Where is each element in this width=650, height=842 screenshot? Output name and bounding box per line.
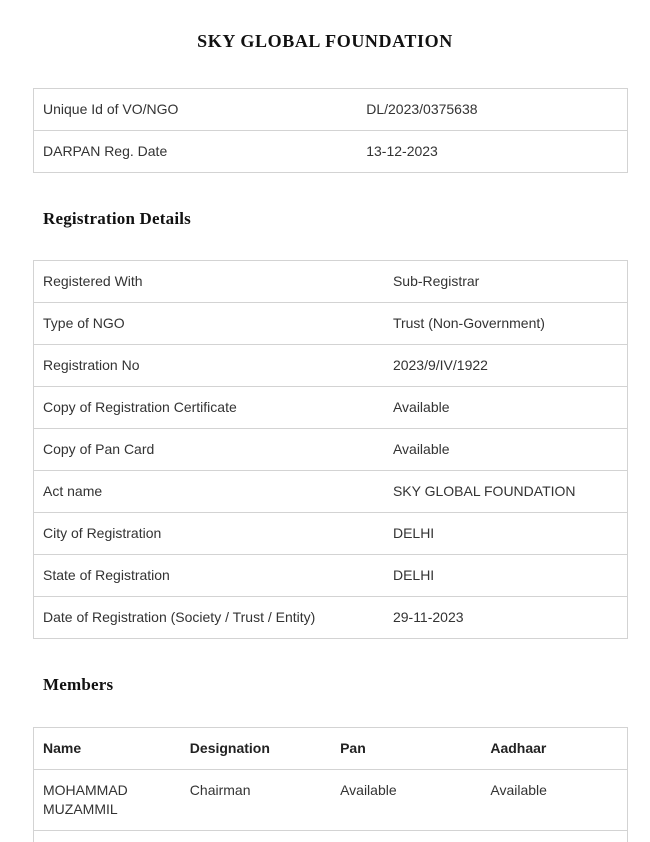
field-label: Date of Registration (Society / Trust / Entity) xyxy=(34,597,384,639)
table-row xyxy=(34,471,628,513)
field-value: SKY GLOBAL FOUNDATION xyxy=(384,471,628,513)
table-header-row xyxy=(34,728,628,770)
field-label: Copy of Pan Card xyxy=(34,429,384,471)
table-row xyxy=(34,387,628,429)
field-value: 13-12-2023 xyxy=(357,131,627,173)
member-designation: Chairman xyxy=(181,770,331,831)
field-value: 2023/9/IV/1922 xyxy=(384,345,628,387)
field-label: Type of NGO xyxy=(34,303,384,345)
table-row xyxy=(34,131,628,173)
field-label: Registration No xyxy=(34,345,384,387)
field-value: DELHI xyxy=(384,513,628,555)
field-label: State of Registration xyxy=(34,555,384,597)
registration-details-table xyxy=(33,260,628,639)
field-label: Act name xyxy=(34,471,384,513)
registration-details-heading: Registration Details xyxy=(43,209,192,228)
field-value: DELHI xyxy=(384,555,628,597)
table-row xyxy=(34,597,628,639)
column-header-aadhaar: Aadhaar xyxy=(481,728,627,770)
field-label: Copy of Registration Certificate xyxy=(34,387,384,429)
empty-cell xyxy=(481,831,627,842)
table-row xyxy=(34,89,628,131)
table-row xyxy=(34,345,628,387)
table-row xyxy=(34,513,628,555)
table-row xyxy=(34,555,628,597)
table-row xyxy=(34,429,628,471)
empty-cell xyxy=(34,831,181,842)
members-heading: Members xyxy=(43,675,114,694)
field-label: DARPAN Reg. Date xyxy=(34,131,358,173)
table-row xyxy=(34,261,628,303)
member-name: MOHAMMAD MUZAMMIL xyxy=(34,770,181,831)
empty-cell xyxy=(331,831,481,842)
column-header-designation: Designation xyxy=(181,728,331,770)
column-header-pan: Pan xyxy=(331,728,481,770)
field-value: 29-11-2023 xyxy=(384,597,628,639)
table-row xyxy=(34,303,628,345)
member-pan: Available xyxy=(331,770,481,831)
empty-cell xyxy=(181,831,331,842)
field-value: Available xyxy=(384,387,628,429)
field-value: Available xyxy=(384,429,628,471)
members-table xyxy=(33,727,628,842)
summary-table xyxy=(33,88,628,173)
field-label: City of Registration xyxy=(34,513,384,555)
page-title: SKY GLOBAL FOUNDATION xyxy=(197,31,453,51)
field-label: Registered With xyxy=(34,261,384,303)
field-value: Sub-Registrar xyxy=(384,261,628,303)
field-value: Trust (Non-Government) xyxy=(384,303,628,345)
field-value: DL/2023/0375638 xyxy=(357,89,627,131)
table-row xyxy=(34,770,628,831)
table-row-clipped xyxy=(34,831,628,842)
member-aadhaar: Available xyxy=(481,770,627,831)
column-header-name: Name xyxy=(34,728,181,770)
field-label: Unique Id of VO/NGO xyxy=(34,89,358,131)
